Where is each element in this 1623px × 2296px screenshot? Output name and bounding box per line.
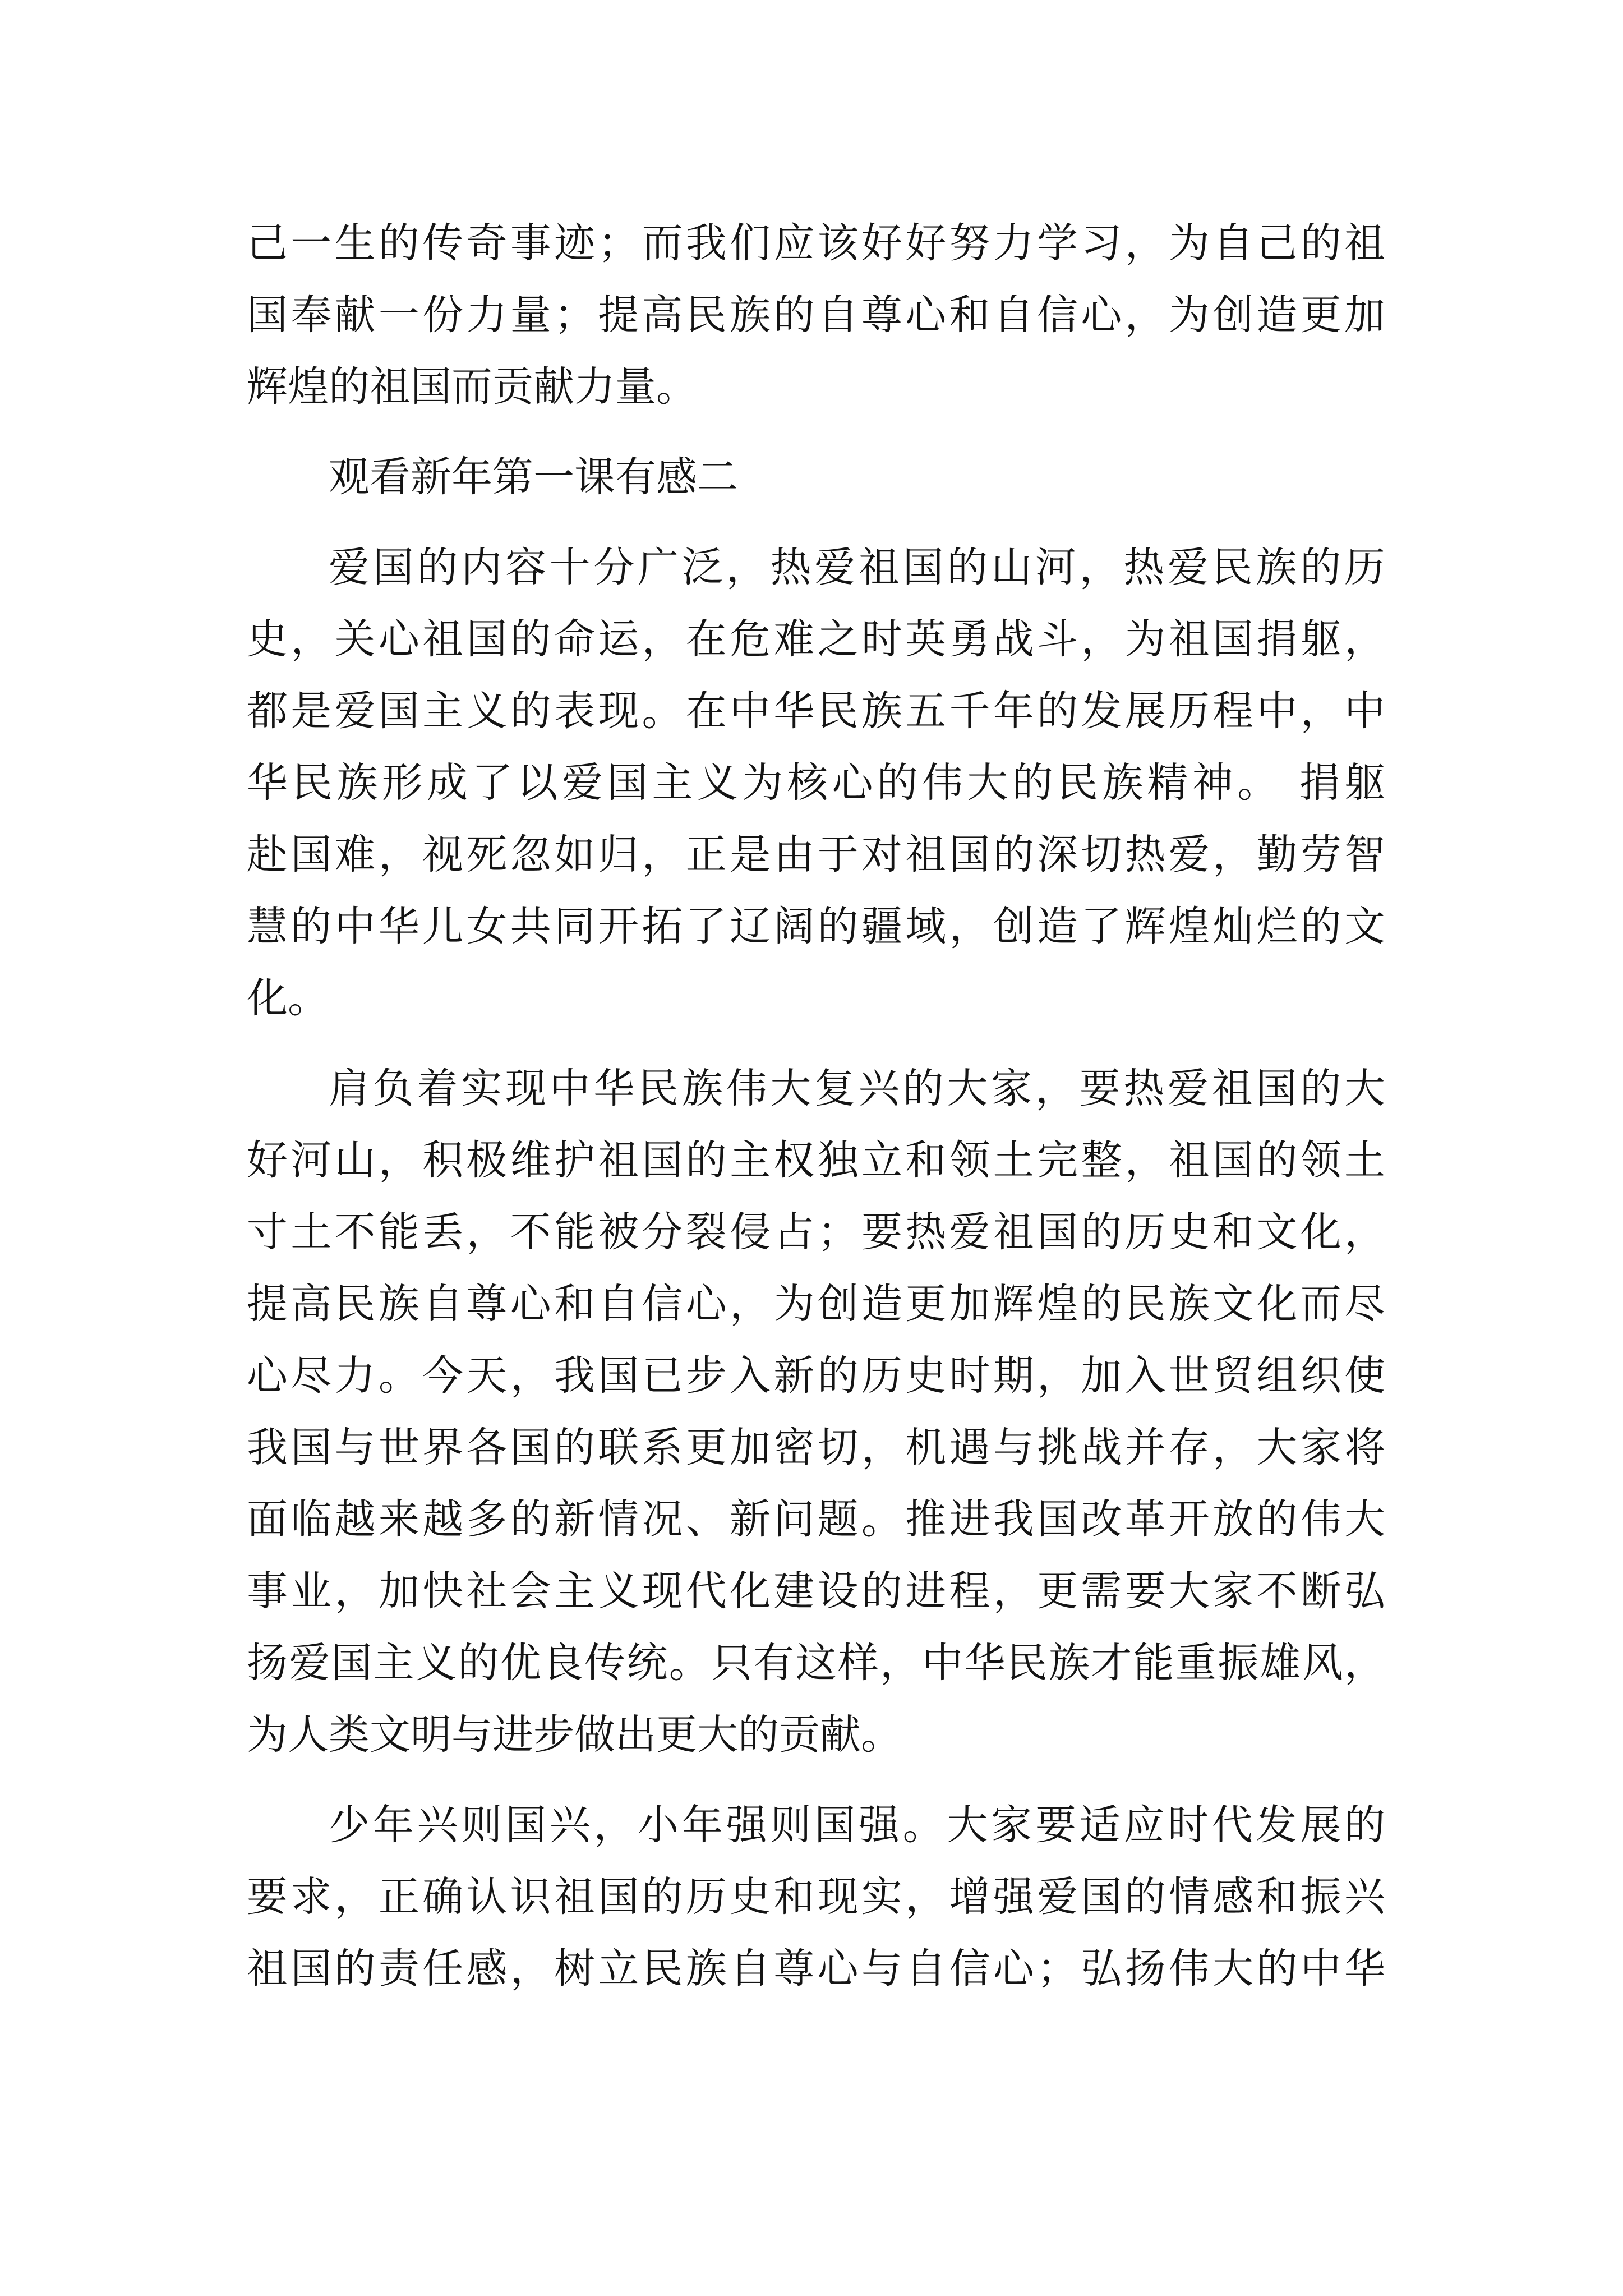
document-body [247,208,1385,2005]
heading-text: 观看新年第一课有感二 [329,453,738,501]
text-line: 化。 [247,974,329,1022]
text-line: 国奉献一份力量；提高民族的自尊心和自信心，为创造更加 [247,291,1385,339]
paragraph [247,532,1385,1034]
text-line: 爱国的内容十分广泛，热爱祖国的山河，热爱民族的历 [329,544,1385,591]
text-line: 要求，正确认识祖国的历史和现实，增强爱国的情感和振兴 [247,1873,1385,1921]
text-line: 心尽力。今天，我国已步入新的历史时期，加入世贸组织使 [247,1352,1385,1400]
text-line: 好河山，积极维护祖国的主权独立和领土完整，祖国的领土 [247,1137,1385,1184]
text-line: 寸土不能丢，不能被分裂侵占；要热爱祖国的历史和文化， [247,1208,1385,1256]
text-line: 慧的中华儿女共同开拓了辽阔的疆域，创造了辉煌灿烂的文 [247,903,1385,950]
text-line: 扬爱国主义的优良传统。只有这样，中华民族才能重振雄风， [247,1639,1385,1687]
text-line: 辉煌的祖国而贡献力量。 [247,363,697,411]
paragraph-continuation [247,208,1385,423]
text-line: 都是爱国主义的表现。在中华民族五千年的发展历程中，中 [247,687,1385,735]
text-line: 己一生的传奇事迹；而我们应该好好努力学习，为自己的祖 [247,219,1385,267]
text-line: 提高民族自尊心和自信心，为创造更加辉煌的民族文化而尽 [247,1280,1385,1328]
paragraph [247,1053,1385,1771]
text-line: 华民族形成了以爱国主义为核心的伟大的民族精神。 捐躯 [247,759,1385,807]
text-line: 事业，加快社会主义现代化建设的进程，更需要大家不断弘 [247,1567,1385,1615]
text-line: 祖国的责任感，树立民族自尊心与自信心；弘扬伟大的中华 [247,1945,1385,1993]
paragraph [247,1789,1385,2005]
text-line: 少年兴则国兴，小年强则国强。大家要适应时代发展的 [329,1801,1385,1849]
text-line: 肩负着实现中华民族伟大复兴的大家，要热爱祖国的大 [329,1065,1385,1112]
text-line: 为人类文明与进步做出更大的贡献。 [247,1711,902,1759]
text-line: 面临越来越多的新情况、新问题。推进我国改革开放的伟大 [247,1496,1385,1543]
text-line: 我国与世界各国的联系更加密切，机遇与挑战并存，大家将 [247,1424,1385,1471]
text-line: 史，关心祖国的命运，在危难之时英勇战斗，为祖国捐躯， [247,615,1385,663]
text-line: 赴国难，视死忽如归，正是由于对祖国的深切热爱，勤劳智 [247,831,1385,878]
section-heading [247,441,1385,513]
